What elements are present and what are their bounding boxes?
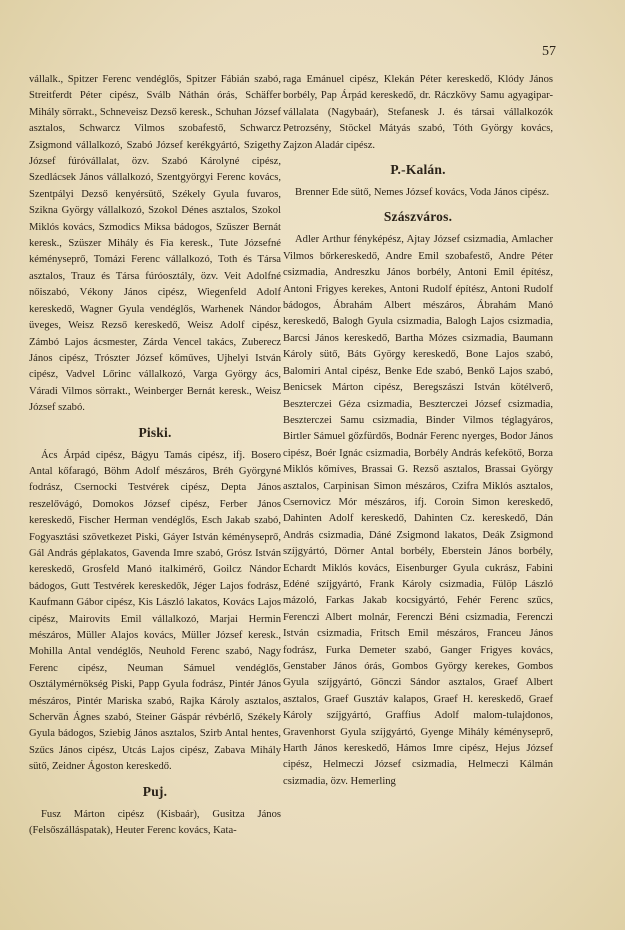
section-heading-p-kalan: P.-Kalán.	[390, 162, 446, 178]
left-column	[29, 72, 281, 839]
section-heading-szaszvaros: Szászváros.	[383, 209, 453, 225]
page-number: 57	[542, 44, 556, 59]
section-heading-piski: Piski.	[138, 424, 172, 440]
right-column	[283, 72, 553, 790]
szaszvaros-paragraph: Adler Arthur fényképész, Ajtay József csizmadia, Amlacher Vilmos bőrkereskedő, Andre Emil szobafestő, Andre Péter csizmadia, Andreszku János borbély, Antoni Emil építész, Antoni Frigyes kerekes, Antoni Rudolf építész, Antoni Rudolf bádogos, Ábrahám Albert mészáros, Ábrahám Manó kereskedő, Balogh Gyula csizmadia, Balogh Lajos csizmadia, Barcsi János kereskedő, Bartha Mózes csizmadia, Baumann Károly sütő, Báts György kereskedő, Bone Lajos szabó, Balomiri Antal cipész, Benke Ede szabó, Benkő Lajos szabó, Benicsek Márton cipész, Beregszászi István kötélverő, Beszterczei Géza csizmadia, Beszterczei József csizmadia, Beszterczei Samu csizmadia, Binder Vilmos téglagyáros, Birtler Sámuel gőzfürdős, Bodnár Ferenc nyerges, Bodor János cipész, Boér Ignác csizmadia, Borbély András kefekötő, Borza Miklós kőmíves, Brassai G. Rezső asztalos, Brassai György asztalos, Carpinisan Simon mészáros, Czifra Miklós asztalos, Csernovicz Mór mészáros, ifj. Coroin Simon kereskedő, Dahinten Adolf kereskedő, Dahinten Cz. kereskedő, Dán András csizmadia, Dáné Zsigmond lakatos, Deák Zsigmond szíjgyártó, Dörner Antal borbély, Eberstein János borbély, Echardt Miklós kovács, Eisenburger Gyula cukrász, Fabini Edéné szíjgyártó, Frank Károly csizmadia, Fülöp László mázoló, Farkas Jakab kocsigyártó, Fehér Ferenc szűcs, Ferenczi Albert molnár, Ferenczi Béni csizmadia, Ferenczi István csizmadia, Fritsch Emil mészáros, Franceu János fodrász, Furka Demeter szabó, Ganger Frigyes kovács, Genstaber János órás, Gombos György kerekes, Gombos Gyula szíjgyártó, Gönczi Sándor asztalos, Graef Albert asztalos, Graef Gusztáv kalapos, Graef H. kereskedő, Graef Károly szíjgyártó, Graffius Adolf malom-tulajdonos, Gravenhorst Gyula szíjgyártó, Gyenge Mihály kéményseprő, Harth János kereskedő, Hámos Imre cipész, Hejus József cipész, Helmeczi József csizmadia, Helmeczi Kálmán csizmadia, özv. Hemerling	[283, 234, 553, 787]
right-column-intro-paragraph: raga Emánuel cipész, Klekán Péter kereskedő, Klódy János borbély, Pap Árpád kereskedő, dr. Ráczkövy Samu agyagipar-vállalata (Nagybaár), Stefanesk J. és társai vállalkozók Petrozsény, Stöckel Mátyás szabó, Tóth György kovács, Zajzon Aladár cipész.	[283, 74, 553, 151]
puj-paragraph: Fusz Márton cipész (Kisbaár), Gusitza János (Felsőszálláspatak), Heuter Ferenc kovács, Kata-	[29, 808, 281, 837]
p-kalan-paragraph: Brenner Ede sütő, Nemes József kovács, Voda János cipész.	[295, 187, 550, 199]
piski-paragraph: Ács Árpád cipész, Bágyu Tamás cipész, ifj. Bosero Antal kőfaragó, Böhm Adolf mészáros, Bréh Györgyné fodrász, Csernocki Testvérek cipész, Depta János reszelővágó, Domokos József cipész, Ferber János kereskedő, Fischer Herman vendéglős, Esch Jakab szabó, Fogyasztási szövetkezet Piski, Gáyer István kéményseprő, Gál András géplakatos, Gavenda Imre szabó, Grósz István kereskedő, Grosfeld Manó italkimérő, Goilcz Nándor bádogos, Gutt Testvérek kereskedők, Jéger Lajos fodrász, Kaufmann Gábor cipész, Kis László lakatos, Kovács Lajos cipész, Mairovits Emil vállalkozó, Marjai Hermin mészáros, Müller Alajos kovács, Müller József keresk., Mohilla Antal vendéglős, Neuhold Ferenc szabó, Nagy Ferenc cipész, Neuman Sámuel vendéglős, Osztálymérnökség Piski, Papp Gyula fodrász, Pintér János mészáros, Pintér Mariska szabó, Rajka Károly asztalos, Schervān Ágnes szabó, Steiner Gáspár révbérlő, Székely Gyula bádogos, Sziebig János asztalos, Szirb Antal hentes, Szűcs János cipész, Utcás Lajos cipész, Zabava Mihály sütő, Zeidner Ágoston kereskedő.	[29, 449, 281, 773]
section-heading-puj: Puj.	[142, 783, 168, 799]
left-column-intro-paragraph: vállalk., Spitzer Ferenc vendéglős, Spitzer Fábián szabó, Streitferdt Péter cipész, Sválb Náthán órás, Schäffer Mihály sörrakt., Schneveisz Dezső keresk., Schuhan József asztalos, Schwarcz Vilmos szobafestő, Schwarcz Zsigmond vállalkozó, Szabó József kerékgyártó, Szigethy József fúróvállalat, özv. Szabó Károlyné cipész, Szedlácsek János vállalkozó, Szentgyörgyi Ferenc kovács, Szentpályi Dezső kenyérsütő, Székely Gyula fuvaros, Szikna György vállalkozó, Szokol Dénes asztalos, Szokol Miklós kovács, Szmodics Miksa bádogos, Szüszer Bernát keresk., Szüszer Mihály és Fia keresk., Tute Józsefné kéményseprő, Tomázi Ferenc vállalkozó, Toth és Társa asztalos, Trauz és Társa fúróosztály, özv. Veit Adolfné nőiszabó, Vékony János cipész, Wiegenfeld Adolf kereskedő, Wagner Gyula vendéglős, Warhenek Nándor üveges, Weisz Rezső kereskedő, Weisz Adolf cipész, Zámbó Lajos ácsmester, Zárda Vencel takács, Zuberecz János cipész, Trószter József kőműves, Ujhelyi István cipész, Vadvel Lőrinc vállalkozó, Varga György ács, Váradi Vilmos sörrakt., Weinberger Bernát keresk., Weisz József szabó.	[29, 74, 281, 414]
